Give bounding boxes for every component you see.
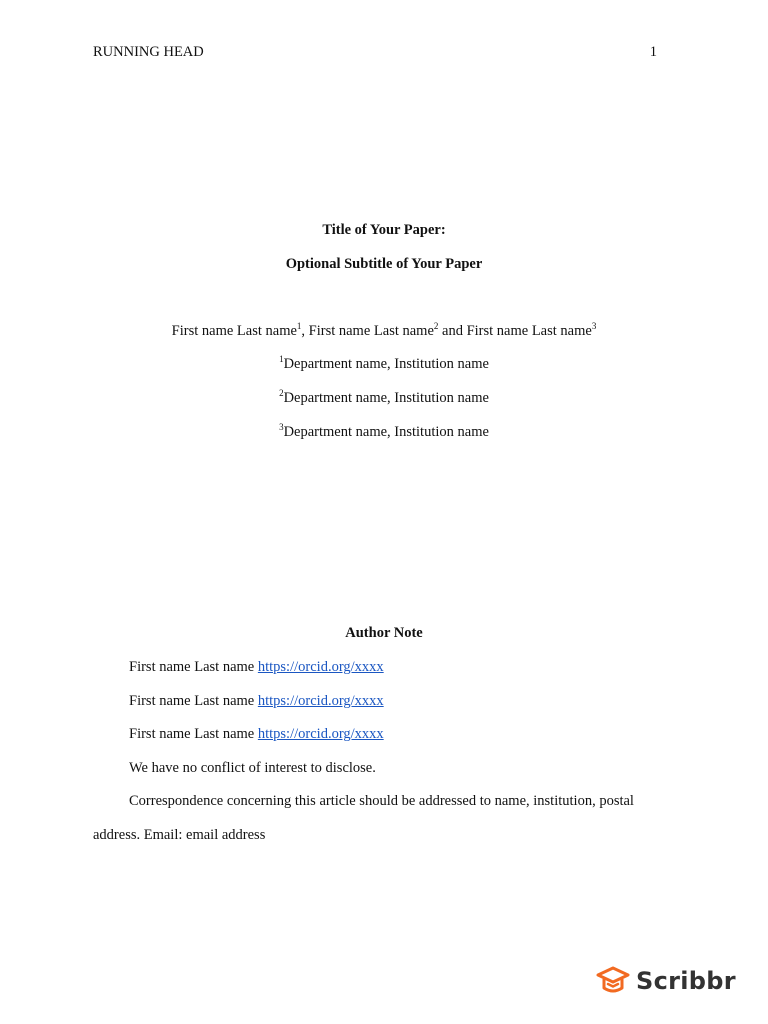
- paper-subtitle: Optional Subtitle of Your Paper: [285, 256, 483, 272]
- author-3-superscript: 3: [591, 321, 597, 332]
- affiliation-superscript: 1: [279, 354, 284, 365]
- affiliation-3: [0, 424, 768, 441]
- paper-title: Title of Your Paper:: [322, 222, 446, 238]
- affiliation-1: [0, 356, 768, 373]
- orcid-link[interactable]: https://orcid.org/xxxx: [257, 726, 384, 742]
- orcid-line-3: [129, 726, 384, 743]
- author-2-name: First name Last name: [308, 323, 434, 339]
- orcid-author-name: First name Last name: [129, 693, 255, 709]
- graduation-cap-icon: [596, 966, 630, 996]
- correspondence-line-1: Correspondence concerning this article should be addressed to name, institution, postal: [129, 793, 634, 809]
- author-separator: and: [438, 323, 467, 339]
- author-3-name: First name Last name: [466, 323, 592, 339]
- author-1-superscript: 1: [296, 321, 302, 332]
- affiliation-text: Department name, Institution name: [283, 424, 489, 440]
- scribbr-wordmark: Scribbr: [636, 967, 736, 995]
- author-1-name: First name Last name: [171, 323, 297, 339]
- scribbr-logo: [596, 964, 736, 998]
- orcid-author-name: First name Last name: [129, 659, 255, 675]
- affiliation-superscript: 3: [279, 422, 284, 433]
- affiliation-2: [0, 390, 768, 407]
- orcid-line-2: [129, 693, 384, 710]
- author-separator: ,: [301, 323, 309, 339]
- page-number: 1: [649, 44, 657, 60]
- affiliation-text: Department name, Institution name: [283, 390, 489, 406]
- running-head: RUNNING HEAD: [93, 44, 204, 60]
- orcid-link[interactable]: https://orcid.org/xxxx: [257, 659, 384, 675]
- affiliation-text: Department name, Institution name: [283, 356, 489, 372]
- correspondence-line-2: address. Email: email address: [93, 827, 266, 843]
- author-2-superscript: 2: [433, 321, 439, 332]
- affiliation-superscript: 2: [279, 388, 284, 399]
- orcid-link[interactable]: https://orcid.org/xxxx: [257, 693, 384, 709]
- author-line: [0, 323, 768, 340]
- orcid-author-name: First name Last name: [129, 726, 255, 742]
- orcid-line-1: [129, 659, 384, 676]
- author-note-heading: Author Note: [345, 625, 423, 641]
- conflict-statement: We have no conflict of interest to disclose.: [129, 760, 376, 776]
